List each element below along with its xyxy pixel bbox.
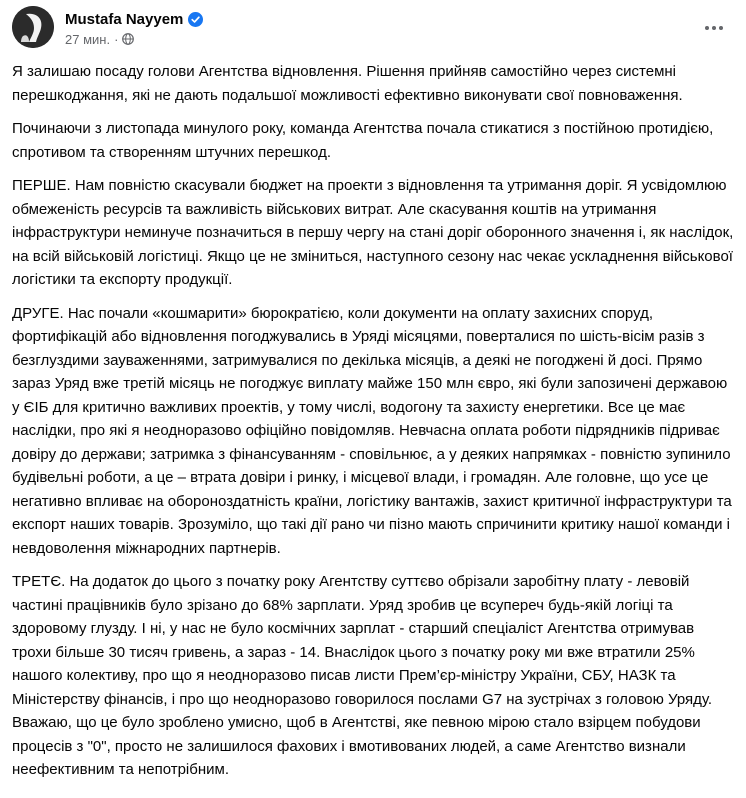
- paragraph-5: ТРЕТЄ. На додаток до цього з початку року Агентству суттєво обрізали заробітну плату - левовій частині працівників було зрізано до 68% зарплати. Уряд зробив це всупереч будь-якій логіці та здоровому глузду. І ні, у нас не було космічних зарплат - старший спеціаліст Агентства отримував трохи більше 30 тисяч гривень, а зараз - 14. Внаслідок цього з початку року ми вже втратили 25% нашого колективу, про що я неодноразово писав листи Прем’єр-міністру України, СБУ, НАЗК та Міністерству фінансів, і про що неодноразово говорилося послами G7 на зустрічах з головою Уряду. Вважаю, що це було зроблено умисно, щоб в Агентстві, яке певною мірою стало взірцем побудови процесів з "0", просто не залишилося фахових і вмотивованих людей, а саме Агентство визнали неефективним та непотрібним.: [12, 573, 713, 778]
- paragraph-1: Я залишаю посаду голови Агентства відновлення. Рішення прийняв самостійно через системні перешкоджання, які не дають подальшої можливості ефективно виконувати свої повноваження.: [12, 63, 683, 104]
- post-timestamp[interactable]: 27 мин.: [65, 31, 111, 47]
- post-body: [12, 60, 734, 792]
- avatar[interactable]: [12, 6, 54, 48]
- author-row: [65, 9, 203, 29]
- post-meta: [65, 31, 134, 47]
- post-header: [12, 6, 734, 50]
- paragraph-3: ПЕРШЕ. Нам повністю скасували бюджет на проекти з відновлення та утримання доріг. Я усвідомлюю обмеженість ресурсів та важливість військових витрат. Але скасування коштів на утримання інфраструктури неминуче позначиться в першу чергу на стані доріг оборонного значення і, як наслідок, на всій військовій логістиці. Якщо це не зміниться, наступного сезону нас чекає ускладнення військової логістики та експорту продукції.: [12, 177, 734, 288]
- author-name[interactable]: Mustafa Nayyem: [65, 10, 184, 28]
- meta-separator: ·: [114, 31, 119, 47]
- paragraph-2: Починаючи з листопада минулого року, команда Агентства почала стикатися з постійною протидією, спротивом та створенням штучних перешкод.: [12, 120, 714, 161]
- more-options-icon[interactable]: [698, 12, 730, 44]
- paragraph-4: ДРУГЕ. Нас почали «кошмарити» бюрократією, коли документи на оплату захисних споруд, фортифікацій або відновлення погоджувались в Уряді місяцями, поверталися по шість-вісім разів з безглуздими зауваженнями, затримувалися по декілька місяців, а деякі не погоджені й досі. Прямо зараз Уряд вже третій місяць не погоджує виплату майже 150 млн євро, які були запозичені державою у ЄІБ для критично важливих проектів, у тому числі, водогону та захисту енергетики. Все це має наслідки, про які я неодноразово офіційно повідомляв. Невчасна оплата роботи підрядників підриває довіру до держави; затримка з фінансуванням - сповільнює, а у деяких напрямках - повністю зупинило будівельні роботи, а це – втрата довіри і ринку, і місцевої влади, і громадян. Але головне, що усе це негативно впливає на обороноздатність країни, логістику вантажів, захист критичної інфраструктури та експорт наших товарів. Зрозуміло, що такі дії рано чи пізно мають спричинити критику нашої команди і невдоволення міжнародних партнерів.: [12, 304, 732, 557]
- globe-icon[interactable]: [122, 33, 134, 45]
- verified-badge-icon: [188, 12, 203, 27]
